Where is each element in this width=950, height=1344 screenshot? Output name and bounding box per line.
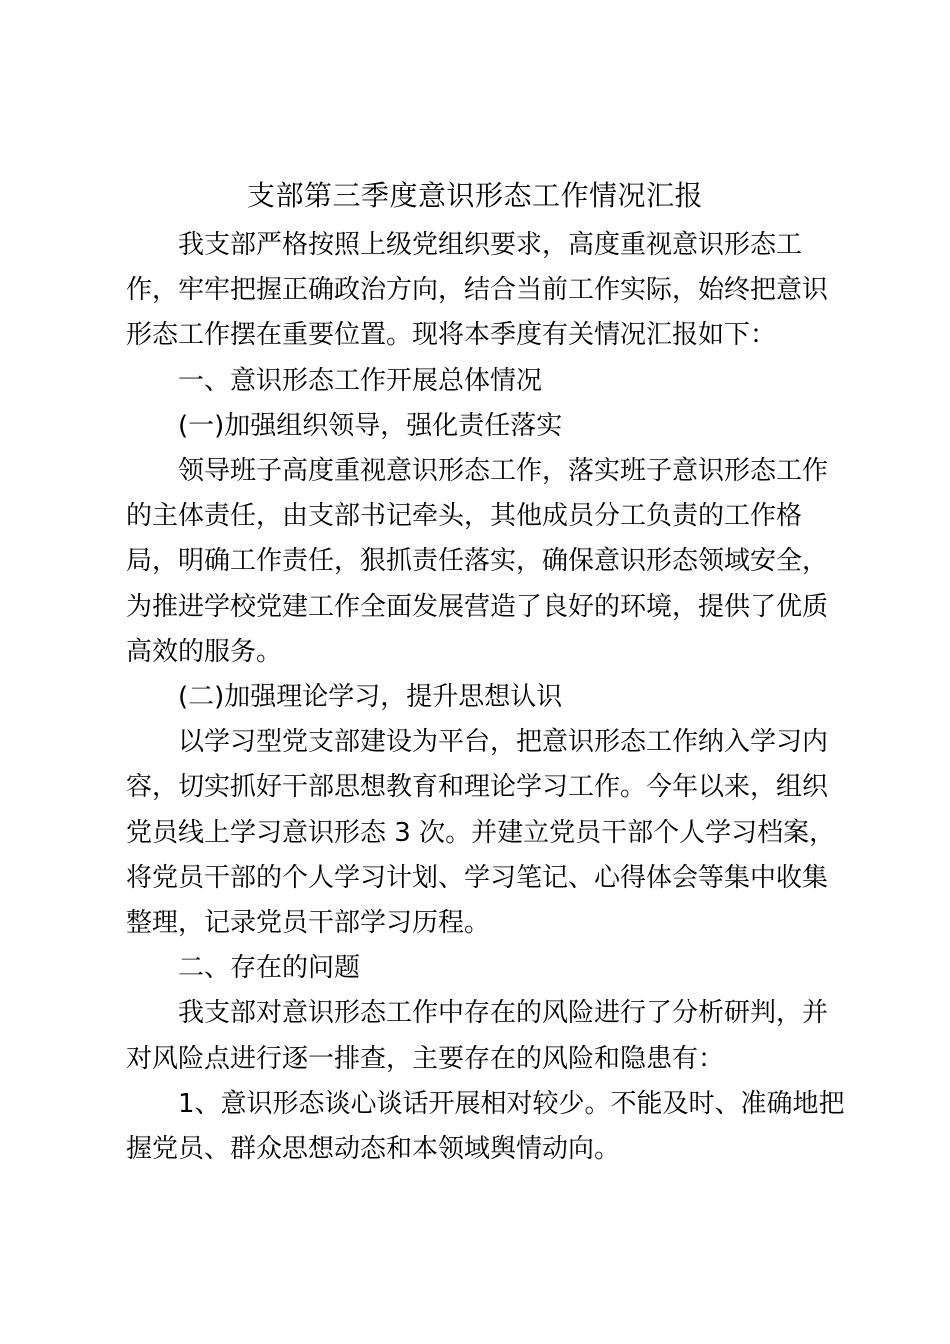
- intro-paragraph: [126, 223, 829, 359]
- text-line: 我支部对意识形态工作中存在的风险进行了分析研判，并: [178, 998, 829, 1029]
- leadership-paragraph: [126, 449, 829, 675]
- text-line: 对风险点进行逐一排查，主要存在的风险和隐患有：: [126, 1043, 725, 1074]
- heading-line: 一、意识形态工作开展总体情况: [178, 365, 543, 396]
- text-line: 容，切实抓好干部思想教育和理论学习工作。今年以来，组织: [126, 772, 829, 803]
- text-line: 的主体责任，由支部书记牵头，其他成员分工负责的工作格: [126, 501, 803, 532]
- text-line: 党员线上学习意识形态 3 次。并建立党员干部个人学习档案，: [126, 817, 836, 848]
- study-paragraph: [126, 720, 836, 946]
- text-line: 形态工作摆在重要位置。现将本季度有关情况汇报如下：: [126, 320, 777, 351]
- text-line: 整理，记录党员干部学习历程。: [126, 908, 491, 939]
- risk-item-1: [126, 1082, 845, 1172]
- text-line: 为推进学校党建工作全面发展营造了良好的环境，提供了优质: [126, 591, 829, 622]
- heading-line: 二、存在的问题: [178, 953, 361, 984]
- text-line: 局，明确工作责任，狠抓责任落实，确保意识形态领域安全，: [126, 546, 829, 577]
- section-heading-1: [126, 359, 826, 404]
- subsection-heading-2: [126, 675, 826, 720]
- text-line: 高效的服务。: [126, 636, 283, 667]
- document-title: 支部第三季度意识形态工作情况汇报: [246, 179, 703, 212]
- text-line: 以学习型党支部建设为平台，把意识形态工作纳入学习内: [178, 727, 829, 758]
- text-line: 握党员、群众思想动态和本领域舆情动向。: [126, 1134, 621, 1165]
- heading-line: (二)加强理论学习，提升思想认识: [178, 682, 563, 713]
- text-line: 将党员干部的个人学习计划、学习笔记、心得体会等集中收集: [126, 862, 829, 893]
- text-line: 作，牢牢把握正确政治方向，结合当前工作实际，始终把意识: [126, 275, 829, 306]
- text-line: 1、意识形态谈心谈话开展相对较少。不能及时、准确地把: [178, 1088, 845, 1119]
- risk-paragraph: [126, 991, 829, 1081]
- subsection-heading-1: [126, 404, 826, 449]
- text-line: 领导班子高度重视意识形态工作，落实班子意识形态工作: [178, 456, 829, 487]
- text-line: 我支部严格按照上级党组织要求，高度重视意识形态工: [178, 230, 803, 260]
- heading-line: (一)加强组织领导，强化责任落实: [178, 410, 563, 441]
- document-body: [126, 223, 845, 1172]
- section-heading-2: [126, 946, 826, 991]
